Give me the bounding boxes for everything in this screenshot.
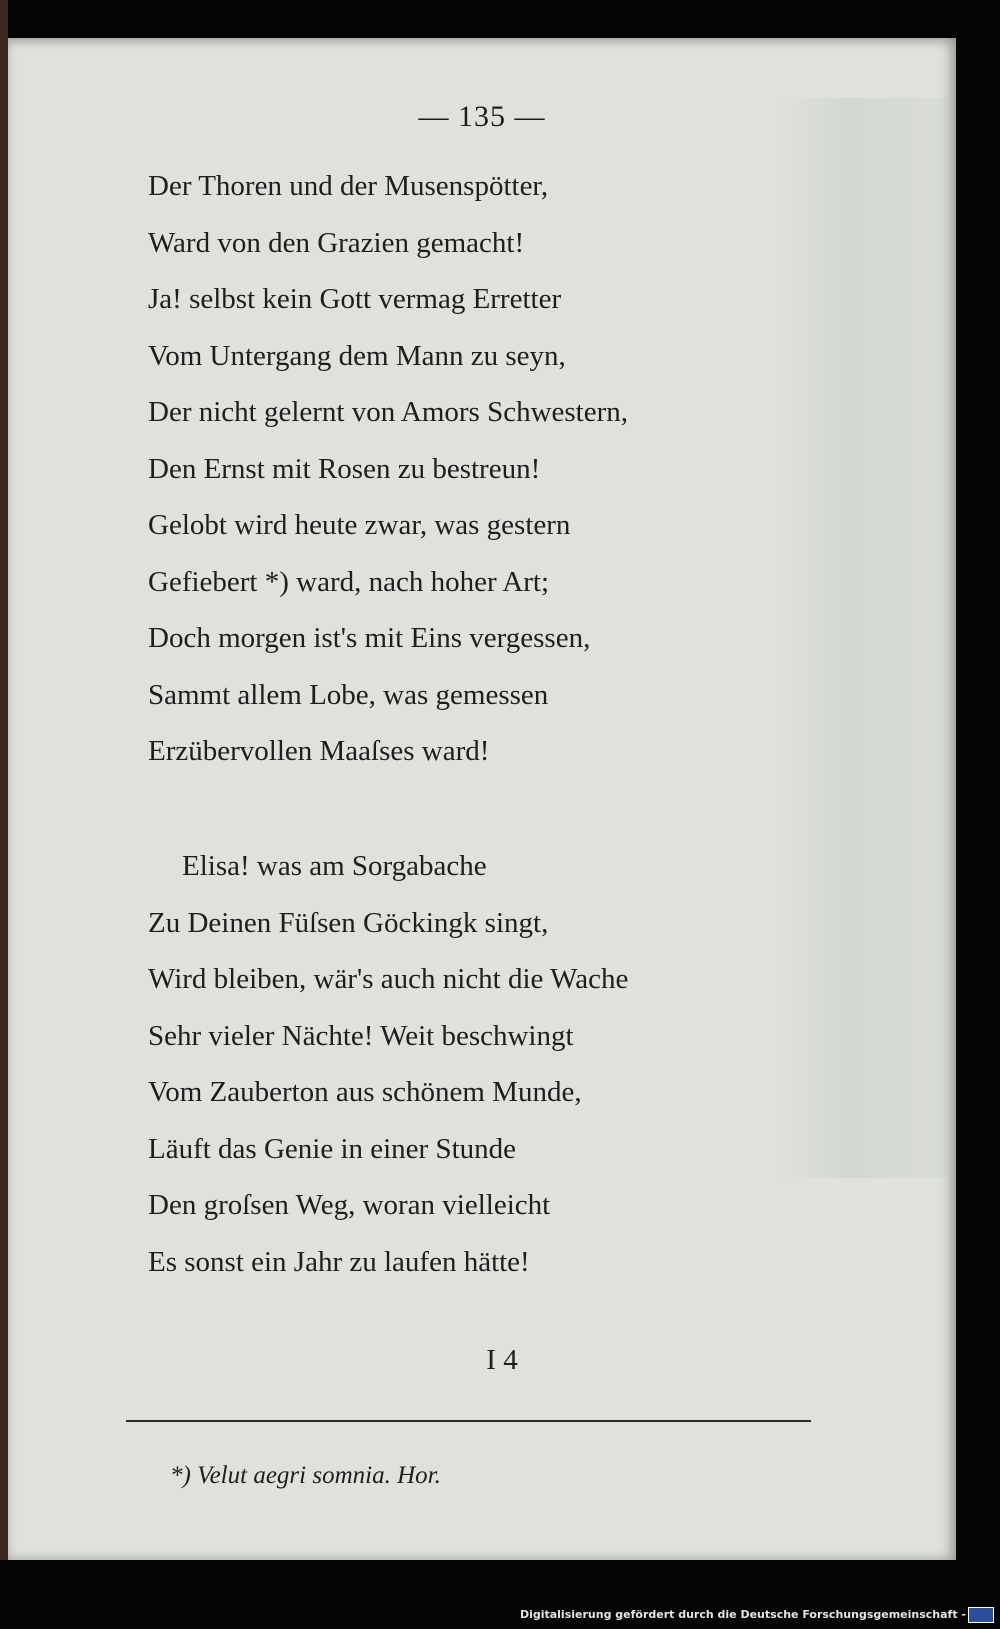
verse-line: Wird bleiben, wär's auch nicht die Wache — [148, 963, 629, 995]
verse-line: Gelobt wird heute zwar, was gestern — [148, 509, 571, 541]
footnote: *) Velut aegri somnia. Hor. — [170, 1462, 441, 1489]
verse-line: Es sonst ein Jahr zu laufen hätte! — [148, 1245, 530, 1278]
verse-line: Den Ernst mit Rosen zu bestreun! — [148, 452, 541, 485]
signature-mark: I 4 — [486, 1344, 518, 1376]
verse-line: Ja! selbst kein Gott vermag Erretter — [148, 283, 562, 315]
verse-line: Gefiebert *) ward, nach hoher Art; — [148, 565, 550, 598]
page-number: — 135 — — [418, 100, 546, 133]
digitization-credit: Digitalisierung gefördert durch die Deutsche Forschungsgemeinschaft - — [519, 1608, 966, 1621]
dfg-logo-icon — [968, 1607, 994, 1623]
verse-line: Ward von den Grazien gemacht! — [148, 226, 525, 259]
verse-line: Den groſsen Weg, woran vielleicht — [148, 1189, 551, 1221]
verse-line: Vom Zauberton aus schönem Munde, — [148, 1076, 582, 1108]
verse-line: Sehr vieler Nächte! Weit beschwingt — [148, 1019, 574, 1052]
footnote-rule — [126, 1420, 811, 1422]
verse-line: Der nicht gelernt von Amors Schwestern, — [148, 396, 629, 428]
verse-line: Vom Untergang dem Mann zu seyn, — [148, 339, 566, 372]
stanza-2 — [148, 838, 808, 1290]
stanza-1 — [148, 158, 808, 780]
verse-line: Der Thoren und der Musenspötter, — [148, 170, 549, 202]
verse-line: Doch morgen ist's mit Eins vergessen, — [148, 622, 591, 654]
verse-line: Läuft das Genie in einer Stunde — [148, 1132, 517, 1165]
book-page — [8, 38, 956, 1560]
verse-line: Sammt allem Lobe, was gemessen — [148, 678, 549, 711]
verse-line: Elisa! was am Sorgabache — [182, 850, 487, 882]
verse-line: Erzübervollen Maaſses ward! — [148, 735, 490, 767]
book-cover-edge — [0, 0, 8, 1560]
verse-line: Zu Deinen Füſsen Göckingk singt, — [148, 906, 549, 939]
